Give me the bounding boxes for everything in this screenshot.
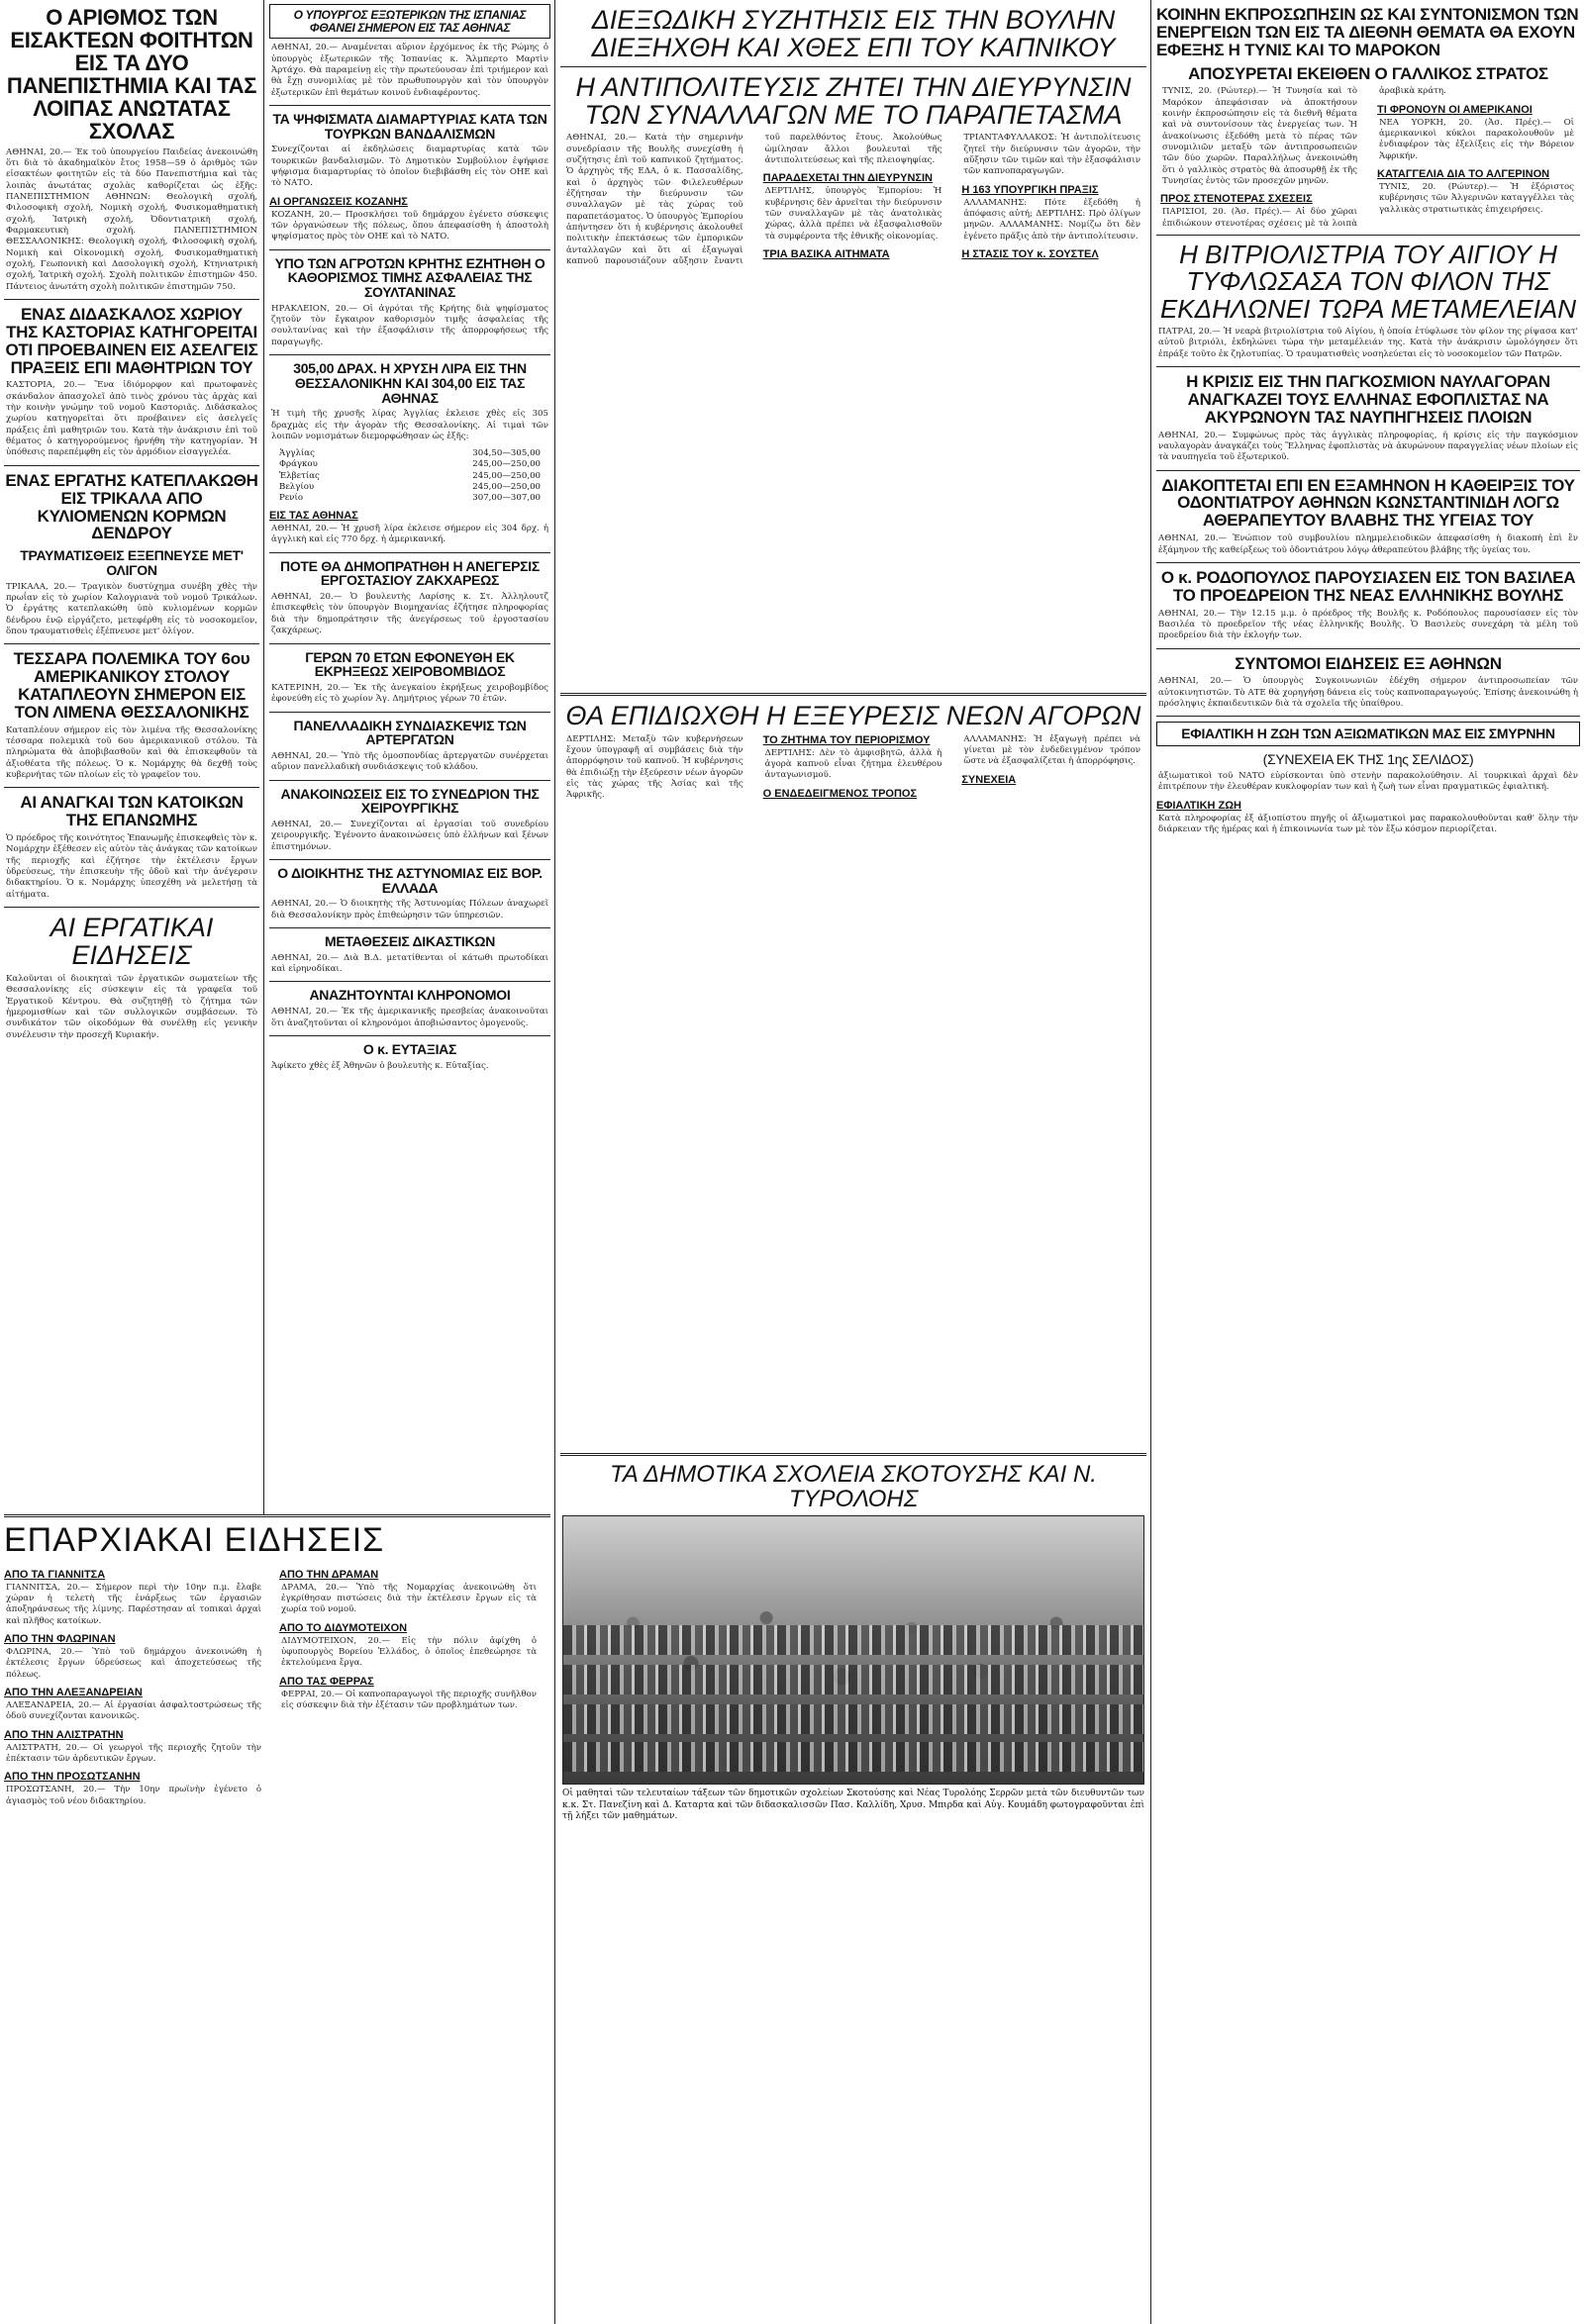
separator (4, 299, 259, 300)
section-continuation: ΣΥΝΕΧΕΙΑ (961, 773, 1017, 786)
article-dentist: ΑΘΗΝΑΙ, 20.— Ἐνώπιον τοῦ συμβουλίου πλημμελειοδικῶν ἀπεφασίσθη ἡ διακοπὴ ἐπὶ ἓν ἑξάμηνον τῆς καθείρξεως τοῦ ὀδοντιάτρου λόγῳ ἀθεραπεύτου βλάβης τῆς ὑγείας του. (1158, 533, 1578, 555)
separator (1156, 235, 1580, 236)
price-row: Ἀγγλίας 304,50—305,00 (279, 448, 541, 459)
headline-schools-photo: ΤΑ ΔΗΜΟΤΙΚΑ ΣΧΟΛΕΙΑ ΣΚΟΤΟΥΣΗΣ ΚΑΙ Ν. ΤΥΡΟΛΟΗΣ (610, 1460, 1097, 1512)
section-kozani: ΑΙ ΟΡΓΑΝΩΣΕΙΣ ΚΟΖΑΝΗΣ (269, 195, 408, 208)
article-florina: ΦΛΩΡΙΝΑ, 20.— Ὑπὸ τοῦ δημάρχου ἀνεκοινώθη ἡ ἐκτέλεσις ἔργων ὑδρεύσεως καὶ ἀποχετεύσεως τῆς πόλεως. (6, 1647, 261, 1680)
article-surgery: ΑΘΗΝΑΙ, 20.— Συνεχίζονται αἱ ἐργασίαι τοῦ συνεδρίου χειρουργικῆς. Ἐγένοντο ἀνακοινώσεις ὑπὸ ἐλλήνων καὶ ξένων ἐπιστημόνων. (271, 820, 548, 852)
headline-labor: ΑΙ ΕΡΓΑΤΙΚΑΙ ΕΙΔΗΣΕΙΣ (50, 913, 214, 971)
separator (4, 465, 259, 466)
price-row: Βελγίου 245,00—250,00 (279, 481, 541, 492)
school-group-photo (562, 1515, 1144, 1785)
section-athens-gold: ΕΙΣ ΤΑΣ ΑΘΗΝΑΣ (269, 510, 358, 523)
separator (269, 643, 550, 644)
article-eftaxias: Ἀφίκετο χθὲς ἐξ Ἀθηνῶν ὁ βουλευτὴς κ. Εὐταξίας. (271, 1060, 489, 1071)
separator (4, 907, 259, 908)
section-drama: ΑΠΟ ΤΗΝ ΔΡΑΜΑΝ (279, 1568, 379, 1581)
separator (4, 787, 259, 788)
separator (1156, 366, 1580, 367)
section-limitation: ΤΟ ΖΗΤΗΜΑ ΤΟΥ ΠΕΡΙΟΡΙΣΜΟΥ (762, 733, 931, 746)
headline-crete: ΥΠΟ ΤΩΝ ΑΓΡΟΤΩΝ ΚΡΗΤΗΣ ΕΖΗΤΗΘΗ Ο ΚΑΘΟΡΙΣΜΟΣ ΤΙΜΗΣ ΑΣΦΑΛΕΙΑΣ ΤΗΣ ΣΟΥΛΤΑΝΙΝΑΣ (274, 254, 545, 301)
article-markets-columns (560, 734, 1146, 1447)
article-nightmare: Κατὰ πληροφορίας ἐξ ἀξιοπίστου πηγῆς οἱ ἀξιωματικοὶ μας παρακολουθοῦνται καθ' ὅλην τὴν διάρκειαν τῆς ἡμέρας καὶ ἡ ἐπικοινωνία των μὲ τὸν ἔξω κόσμον περιορίζεται. (1158, 813, 1578, 834)
column-rule (554, 0, 555, 2324)
headline-worker: ΕΝΑΣ ΕΡΓΑΤΗΣ ΚΑΤΕΠΛΑΚΩΘΗ ΕΙΣ ΤΡΙΚΑΛΑ ΑΠΟ ΚΥΛΙΟΜΕΝΩΝ ΚΟΡΜΩΝ ΔΕΝΔΡΟΥ (5, 470, 258, 543)
section-alistrati: ΑΠΟ ΤΗΝ ΑΛΙΣΤΡΑΤΗΝ (4, 1728, 124, 1741)
headline-bakers: ΠΑΝΕΛΛΑΔΙΚΗ ΣΥΝΔΙΑΣΚΕΨΙΣ ΤΩΝ ΑΡΤΕΡΓΑΤΩΝ (293, 717, 527, 748)
headline-fleet: ΤΕΣΣΑΡΑ ΠΟΛΕΜΙΚΑ ΤΟΥ 6ου ΑΜΕΡΙΚΑΝΙΚΟΥ ΣΤΟΛΟΥ ΚΑΤΑΠΛΕΟΥΝ ΣΗΜΕΡΟΝ ΕΙΣ ΤΟΝ ΛΙΜΕΝΑ ΘΕΣΣΑΛΟΝΙΚΗΣ (13, 649, 250, 722)
section-alexandreia: ΑΠΟ ΤΗΝ ΑΛΕΞΑΝΔΡΕΙΑΝ (4, 1687, 143, 1699)
headline-shipping: Η ΚΡΙΣΙΣ ΕΙΣ ΤΗΝ ΠΑΓΚΟΣΜΙΟΝ ΝΑΥΛΑΓΟΡΑΝ ΑΝΑΓΚΑΖΕΙ ΤΟΥΣ ΕΛΛΗΝΑΣ ΕΦΟΠΛΙΣΤΑΣ ΝΑ ΑΚΥΡΩΝΟΥΝ ΤΑΣ ΝΑΥΠΗΓΗΣΕΙΣ ΠΛΟΙΩΝ (1186, 372, 1550, 427)
article-crete: ΗΡΑΚΛΕΙΟΝ, 20.— Οἱ ἀγρόται τῆς Κρήτης διὰ ψηφίσματος ζητοῦν τὸν ἔγκαιρον καθορισμὸν τιμῆς ἀσφαλείας τῆς σουλτανίνας καὶ τὴν ἐξασφάλισιν τῆς ἀπορροφήσεως τῆς παραγωγῆς. (271, 303, 548, 347)
section-feres: ΑΠΟ ΤΑΣ ΦΕΡΡΑΣ (279, 1675, 374, 1688)
section-163: Η 163 ΥΠΟΥΡΓΙΚΗ ΠΡΑΞΙΣ (961, 183, 1099, 196)
article-grenade: ΚΑΤΕΡΙΝΗ, 20.— Ἐκ τῆς ἀνεγκαίου ἐκρήξεως χειροβομβίδος ἐφονεύθη εἰς τὸ χωρίον Ἁγ. Δημήτριος γέρων 70 ἐτῶν. (271, 682, 548, 705)
column-rule (1150, 0, 1151, 2324)
section-relations: ΠΡΟΣ ΣΤΕΝΟΤΕΡΑΣ ΣΧΕΣΕΙΣ (1160, 193, 1313, 206)
section-didymoteicho: ΑΠΟ ΤΟ ΔΙΔΥΜΟΤΕΙΧΟΝ (279, 1621, 408, 1634)
article-gold: Ἡ τιμὴ τῆς χρυσῆς λίρας Ἀγγλίας ἐκλεισε χθὲς εἰς 305 δραχμὰς εἰς τὴν ἀγορὰν τῆς Θεσσαλονίκης. Αἱ τιμαὶ τῶν λοιπῶν νομισμάτων διεμορφώθησαν ὡς ἑξῆς: (271, 409, 548, 441)
separator (4, 643, 259, 644)
article-tunisia-columns (1156, 86, 1580, 230)
article-shipping: ΑΘΗΝΑΙ, 20.— Συμφώνως πρὸς τὰς ἀγγλικὰς πληροφορίας, ἡ κρίσις εἰς τὴν παγκόσμιον ναυλαγορὰν ἀναγκάζει τοὺς Ἕλληνας ἐφοπλιστὰς νὰ ἀκυρώνουν παραγγελίας νέων πλοίων εἰς τὰ ναυπηγεῖα τοῦ ἐξωτερικοῦ. (1158, 430, 1578, 463)
article-parliament-columns (560, 133, 1146, 687)
photo-crowd (563, 1742, 1143, 1772)
headline-gold: 305,00 ΔΡΑΧ. Η ΧΡΥΣΗ ΛΙΡΑ ΕΙΣ ΤΗΝ ΘΕΣΣΑΛΟΝΙΚΗΝ ΚΑΙ 304,00 ΕΙΣ ΤΑΣ ΑΘΗΝΑΣ (293, 360, 527, 406)
photo-caption: Οἱ μαθηταὶ τῶν τελευταίων τάξεων τῶν δημοτικῶν σχολείων Σκοτούσης καὶ Νέας Τυρολόης Σερρῶν μετὰ τῶν διευθυντῶν των κ.κ. Στ. Πανεζίνη καὶ Δ. Καταρτα καὶ τῶν διδασκαλισσῶν Πασ. Καλλίδη, Χρυσ. Μπιρδα καὶ Αὐγ. Κουμάδη φωτογραφοῦνται ἐπὶ τῇ λήξει τῶν μαθημάτων. (562, 1789, 1144, 1822)
headline-resolutions: ΤΑ ΨΗΦΙΣΜΑΤΑ ΔΙΑΜΑΡΤΥΡΙΑΣ ΚΑΤΑ ΤΩΝ ΤΟΥΡΚΩΝ ΒΑΝΔΑΛΙΣΜΩΝ (272, 110, 547, 142)
headline-eftaxias: Ο κ. ΕΥΤΑΞΙΑΣ (362, 1040, 457, 1057)
headline-heirs: ΑΝΑΖΗΤΟΥΝΤΑΙ ΚΛΗΡΟΝΟΜΟΙ (309, 987, 511, 1004)
article-limitation: ΔΕΡΤΙΛΗΣ: Δὲν τὸ ἀμφισβητῶ, ἀλλὰ ἡ ἀγορὰ καπνοῦ εἶναι ζήτημα ἐλευθέρου ἀνταγωνισμοῦ. (764, 747, 942, 781)
separator (1156, 470, 1580, 471)
article-athens-gold: ΑΘΗΝΑΙ, 20.— Ἡ χρυσῆ λίρα ἐκλεισε σήμερον εἰς 304 δρχ. ἡ ἀγγλικὴ καὶ εἰς 770 δρχ. ἡ ἀμερικανική. (271, 524, 548, 545)
section-soustel: Η ΣΤΑΣΙΣ ΤΟΥ κ. ΣΟΥΣΤΕΛ (961, 248, 1099, 261)
provincial-col-b (275, 1563, 543, 1813)
headline-rodopoulos: Ο κ. ΡΟΔΟΠΟΥΛΟΣ ΠΑΡΟΥΣΙΑΣΕΝ ΕΙΣ ΤΟΝ ΒΑΣΙΛΕΑ ΤΟ ΠΡΟΕΔΡΕΙΟΝ ΤΗΣ ΝΕΑΣ ΕΛΛΗΝΙΚΗΣ ΒΟΥΛΗΣ (1160, 567, 1576, 605)
headline-tunisia: ΚΟΙΝΗΝ ΕΚΠΡΟΣΩΠΗΣΙΝ ΩΣ ΚΑΙ ΣΥΝΤΟΝΙΣΜΟΝ ΤΩΝ ΕΝΕΡΓΕΙΩΝ ΤΩΝ ΕΙΣ ΤΑ ΔΙΕΘΝΗ ΘΕΜΑΤΑ ΘΑ ΕΧΟΥΝ ΕΦΕΞΗΣ Η ΤΥΝΙΣ ΚΑΙ ΤΟ ΜΑΡΟΚΟΝ (1156, 5, 1579, 59)
separator (269, 859, 550, 860)
subhead-tunisia: ΑΠΟΣΥΡΕΤΑΙ ΕΚΕΙΘΕΝ Ο ΓΑΛΛΙΚΟΣ ΣΤΡΑΤΟΣ (1188, 63, 1548, 83)
headline-vitriol: Η ΒΙΤΡΙΟΛΙΣΤΡΙΑ ΤΟΥ ΑΙΓΙΟΥ Η ΤΥΦΛΩΣΑΣΑ ΤΟΝ ΦΙΛΟΝ ΤΗΣ ΕΚΔΗΛΩΝΕΙ ΤΩΡΑ ΜΕΤΑΜΕΛΕΙΑΝ (1159, 240, 1577, 324)
section-accepts: ΠΑΡΑΔΕΧΕΤΑΙ ΤΗΝ ΔΙΕΥΡΥΝΣΙΝ (762, 172, 933, 185)
article-alexandreia: ΑΛΕΞΑΝΔΡΕΙΑ, 20.— Αἱ ἐργασίαι ἀσφαλτοστρώσεως τῆς ὁδοῦ συνεχίζονται κανονικῶς. (6, 1700, 261, 1722)
section-method: Ο ΕΝΔΕΔΕΙΓΜΕΝΟΣ ΤΡΟΠΟΣ (762, 787, 918, 800)
headline-surgery: ΑΝΑΚΟΙΝΩΣΕΙΣ ΕΙΣ ΤΟ ΣΥΝΕΔΡΙΟΝ ΤΗΣ ΧΕΙΡΟΥΡΓΙΚΗΣ (280, 785, 540, 817)
separator (1156, 716, 1580, 717)
article-sugar: ΑΘΗΝΑΙ, 20.— Ὁ βουλευτὴς Λαρίσης κ. Στ. Ἀλληλουτζ ἐπισκεφθεὶς τὸν ὑπουργὸν Βιομηχανίας ἐζήτησε πληροφορίας διὰ τὴν δημοπράτησιν τῆς ἀνεγέρσεως τοῦ ἐργοστασίου ζακχάρεως. (271, 592, 548, 636)
headline-parliament: ΔΙΕΞΩΔΙΚΗ ΣΥΖΗΤΗΣΙΣ ΕΙΣ ΤΗΝ ΒΟΥΛΗΝ ΔΙΕΞΗΧΘΗ ΚΑΙ ΧΘΕΣ ΕΠΙ ΤΟΥ ΚΑΠΝΙΚΟΥ (560, 6, 1146, 67)
headline-students: Ο ΑΡΙΘΜΟΣ ΤΩΝ ΕΙΣΑΚΤΕΩΝ ΦΟΙΤΗΤΩΝ ΕΙΣ ΤΑ ΔΥΟ ΠΑΝΕΠΙΣΤΗΜΙΑ ΚΑΙ ΤΑΣ ΛΟΙΠΑΣ ΑΝΩΤΑΤΑΣ ΣΧΟΛΑΣ (6, 5, 257, 145)
headline-new-markets: ΘΑ ΕΠΙΔΙΩΧΘΗ Η ΕΞΕΥΡΕΣΙΣ ΝΕΩΝ ΑΓΟΡΩΝ (565, 701, 1141, 731)
headline-dentist: ΔΙΑΚΟΠΤΕΤΑΙ ΕΠΙ ΕΝ ΕΞΑΜΗΝΟΝ Η ΚΑΘΕΙΡΞΙΣ ΤΟΥ ΟΔΟΝΤΙΑΤΡΟΥ ΑΘΗΝΩΝ ΚΩΝΣΤΑΝΤΙΝΙΔΗ ΛΟΓΩ ΑΘΕΡΑΠΕΥΤΟΥ ΒΛΑΒΗΣ ΤΗΣ ΥΓΕΙΑΣ ΤΟΥ (1161, 475, 1575, 531)
section-prosotsani: ΑΠΟ ΤΗΝ ΠΡΟΣΩΤΣΑΝΗΝ (4, 1771, 141, 1784)
article-method: ΑΛΛΑΜΑΝΗΣ: Ἡ ἐξαγωγὴ πρέπει νὰ γίνεται μὲ τὸν ἐνδεδειγμένον τρόπον ὥστε νὰ ἐξασφαλίζεται ἡ ἀπορρόφησις. (963, 733, 1140, 767)
separator (269, 981, 550, 982)
article-kozani: ΚΟΖΑΝΗ, 20.— Προσκλήσει τοῦ δημάρχου ἐγένετο σύσκεψις τῶν ὀργανώσεων τῆς πόλεως, ὅπου ἀπεφασίσθη ἡ ἀποστολὴ ψηφίσματος πρὸς τὸν ΟΗΕ καὶ τὸ ΝΑΤΟ. (271, 209, 548, 242)
article-fleet: Καταπλέουν σήμερον εἰς τὸν λιμένα τῆς Θεσσαλονίκης τέσσαρα πολεμικὰ τοῦ 6ου ἀμερικανικοῦ στόλου. Τὰ πληρώματα θὰ ἀποβιβασθοῦν καὶ θὰ ἐπισκεφθοῦν τὰ ἀξιοθέατα τῆς πόλεως. Ὁ κ. Νομάρχης θὰ δεχθῇ τοὺς κυβερνήτας τῶν πλοίων εἰς τὸ γραφεῖον του. (6, 725, 257, 781)
article-prosotsani: ΠΡΟΣΩΤΣΑΝΗ, 20.— Τὴν 10ην πρωϊνὴν ἐγένετο ὁ ἁγιασμὸς τοῦ νέου διδακτηρίου. (6, 1785, 261, 1806)
article-feres: ΦΕΡΡΑΙ, 20.— Οἱ καπνοπαραγωγοὶ τῆς περιοχῆς συνῆλθον εἰς σύσκεψιν διὰ τὴν ἐξέτασιν τῶν προβλημάτων των. (281, 1689, 537, 1711)
article-worker: ΤΡΙΚΑΛΑ, 20.— Τραγικὸν δυστύχημα συνέβη χθὲς τὴν πρωΐαν εἰς τὸ χωρίον Καλογριανὰ τοῦ νομοῦ Τρικάλων. Ὁ ἐργάτης κατεπλακώθη ὑπὸ κυλιομένων κορμῶν δένδρου ἐνῷ εἰργάζετο, μετεφέρθη εἰς τὸ νοσοκομεῖον, ὅπου τραυματισθεὶς ἐξέπνευσε μετ' ὀλίγον. (6, 581, 257, 636)
section-nightmare: ΕΦΙΑΛΤΙΚΗ ΖΩΗ (1156, 799, 1241, 812)
article-students: ΑΘΗΝΑΙ, 20.— Έκ τοῦ ὑπουργείου Παιδείας ἀνεκοινώθη ὅτι διὰ τὸ ἀκαδημαϊκὸν ἔτος 1958—59 ὁ ἀριθμὸς τῶν εἰσακτέων φοιτητῶν εἰς τὰ δύο Πανεπιστήμια καὶ τὰς λοιπὰς ἀνωτάτας σχολὰς καθορίζεται ὡς ἑξῆς: ΠΑΝΕΠΙΣΤΗΜΙΟΝ ΑΘΗΝΩΝ: Θεολογικὴ σχολή, Φιλοσοφικὴ σχολή, Νομικὴ σχολή, Φυσικομαθηματικὴ σχολή, Ἰατρικὴ σχολή, Ὀδοντιατρικὴ σχολή, Φαρμακευτικὴ σχολή. ΠΑΝΕΠΙΣΤΗΜΙΟΝ ΘΕΣΣΑΛΟΝΙΚΗΣ: Θεολογικὴ σχολή, Φιλοσοφικὴ σχολή, Νομικὴ καὶ Οἰκονομικὴ σχολή, Φυσικομαθηματικὴ σχολή, Γεωπονικὴ καὶ Δασολογικὴ σχολή, Κτηνιατρικὴ σχολή, Ἰατρικὴ σχολή. Σχολὴ πολιτικῶν ἐπιστημῶν 450. Πάντειος ἀνωτάτη σχολὴ πολιτικῶν ἐπιστημῶν 750. (6, 146, 257, 292)
article-giannitsa: ΓΙΑΝΝΙΤΣΑ, 20.— Σήμερον περὶ τὴν 10ην π.μ. ἔλαβε χώραν ἡ τελετὴ τῆς ἐνάρξεως τῶν ἐργασιῶν ἀποξηράνσεως τῆς λίμνης. Παρέστησαν αἱ τοπικαὶ ἀρχαὶ καὶ πλῆθος κατοίκων. (6, 1582, 261, 1626)
photo-crowd (563, 1665, 1143, 1695)
article-rodopoulos: ΑΘΗΝΑΙ, 20.— Τὴν 12.15 μ.μ. ὁ πρόεδρος τῆς Βουλῆς κ. Ροδόπουλος παρουσίασεν εἰς τὸν Βασιλέα τὸ προεδρεῖον τῆς νέας ἑλληνικῆς Βουλῆς. Ὁ Βασιλεὺς συνεχάρη τὰ μέλη τοῦ προεδρείου διὰ τὴν ἐκλογήν των. (1158, 608, 1578, 641)
headline-sugar: ΠΟΤΕ ΘΑ ΔΗΜΟΠΡΑΤΗΘΗ Η ΑΝΕΓΕΡΣΙΣ ΕΡΓΟΣΤΑΣΙΟΥ ΖΑΚΧΑΡΕΩΣ (280, 557, 540, 589)
article-algeria: ΤΥΝΙΣ, 20. (Ρώυτερ).— Ἡ ἐξόριστος κυβέρνησις τῶν Ἀλγερινῶν καταγγέλλει τὰς γαλλικὰς στρατιωτικὰς ἐπιχειρήσεις. (1379, 182, 1574, 215)
headline-short-news: ΣΥΝΤΟΜΟΙ ΕΙΔΗΣΕΙΣ ΕΞ ΑΘΗΝΩΝ (1235, 653, 1502, 673)
price-table (279, 448, 541, 504)
article-short-news: ΑΘΗΝΑΙ, 20.— Ὁ ὑπουργὸς Συγκοινωνιῶν ἐδέχθη σήμερον ἀντιπροσωπείαν τῶν αὐτοκινητιστῶν. Τὸ ΑΤΕ θὰ χορηγήσῃ δάνεια εἰς τοὺς καπνοπαραγωγούς. Ἐπίσης ἀνεκοινώθη ἡ πρόσληψις ἐκπαιδευτικῶν διὰ τὰ σχολεῖα τῆς ὑπαίθρου. (1158, 676, 1578, 710)
photo-crowd (563, 1625, 1143, 1655)
headline-spain: Ο ΥΠΟΥΡΓΟΣ ΕΞΩΤΕΡΙΚΩΝ ΤΗΣ ΙΣΠΑΝΙΑΣ ΦΘΑΝΕΙ ΣΗΜΕΡΟΝ ΕΙΣ ΤΑΣ ΑΘΗΝΑΣ (269, 4, 550, 39)
price-row: Ρενίο 307,00—307,00 (279, 492, 541, 503)
article-spain: ΑΘΗΝΑΙ, 20.— Αναμένεται αὔριον ἐρχόμενος ἐκ τῆς Ρώμης ὁ ὑπουργὸς ἐξωτερικῶν τῆς Ἱσπανίας κ. Ἄλμπερτο Μαρτὶν Ἀρτάχο. Θὰ παραμείνῃ εἰς τὴν πρωτεύουσαν ἐπὶ τριήμερον καὶ θὰ ἔχῃ συνομιλίας μὲ τὸν πρωθυπουργὸν καὶ τὸν ὑπουργὸν ἐξωτερικῶν ἐπὶ θεμάτων κοινοῦ ἐνδιαφέροντος. (271, 43, 548, 98)
section-giannitsa: ΑΠΟ ΤΑ ΓΙΑΝΝΙΤΣΑ (4, 1568, 106, 1581)
article-teacher: ΚΑΣΤΟΡΙΑ, 20.— Ἕνα ἰδιόμορφον καὶ πρωτοφανὲς σκάνδαλον ἀπασχολεῖ ἀπὸ τινὸς χρόνου τὰς ἀρχὰς καὶ τὴν κοινὴν γνώμην τοῦ νομοῦ Καστοριᾶς. Διδάσκαλος χωρίου κατηγορεῖται ὅτι προέβαινεν εἰς ἀσελγεῖς πράξεις ἐπὶ μαθητριῶν του. Κατὰ τὴν ἀνάκρισιν ἐπὶ τοῦ θέματος ὁ κατηγορούμενος ἠρνήθη τὴν κατηγορίαν. Ἡ ὑπόθεσις παρεπέμφθη εἰς τὸν ἁρμόδιον εἰσαγγελέα. (6, 380, 257, 458)
separator (269, 1035, 550, 1036)
headline-provincial: ΕΠΑΡΧΙΑΚΑΙ ΕΙΔΗΣΕΙΣ (4, 1521, 385, 1559)
article-resolutions: Συνεχίζονται αἱ ἐκδηλώσεις διαμαρτυρίας κατὰ τῶν τουρκικῶν βανδαλισμῶν. Τὸ Δημοτικὸν Συμβούλιον ἐψήφισε ψήφισμα διαμαρτυρίας τὸ ὁποῖον διεβιβάσθη εἰς τὸν ΟΗΕ καὶ τὸ ΝΑΤΟ. (271, 145, 548, 189)
separator (269, 249, 550, 250)
provincial-columns (0, 1563, 554, 1813)
photo-crowd (563, 1704, 1143, 1734)
headline-grenade: ΓΕΡΩΝ 70 ΕΤΩΝ ΕΦΟΝΕΥΘΗ ΕΚ ΕΚΡΗΞΕΩΣ ΧΕΙΡΟΒΟΜΒΙΔΟΣ (305, 648, 515, 680)
price-row: Φράγκου 245,00—250,00 (279, 459, 541, 470)
right-column (1152, 0, 1584, 2324)
headline-teacher: ΕΝΑΣ ΔΙΔΑΣΚΑΛΟΣ ΧΩΡΙΟΥ ΤΗΣ ΚΑΣΤΟΡΙΑΣ ΚΑΤΗΓΟΡΕΙΤΑΙ ΟΤΙ ΠΡΟΕΒΑΙΝΕΝ ΕΙΣ ΑΣΕΛΓΕΙΣ ΠΡΑΞΕΙΣ ΕΠΙ ΜΑΘΗΤΡΙΩΝ ΤΟΥ (5, 305, 258, 377)
separator (269, 552, 550, 553)
article-relations: ΠΑΡΙΣΙΟΙ, 20. (Ἀσ. Πρές).— Αἱ δύο χῶραι ἐπιδιώκουν στενοτέρας σχέσεις μὲ τὰ λοιπὰ ἀραβικὰ κράτη. (1162, 86, 1446, 229)
headline-police: Ο ΔΙΟΙΚΗΤΗΣ ΤΗΣ ΑΣΤΥΝΟΜΙΑΣ ΕΙΣ ΒΟΡ. ΕΛΛΑΔΑ (277, 865, 543, 896)
article-accepts: ΔΕΡΤΙΛΗΣ, ὑπουργὸς Ἐμπορίου: Ἡ κυβέρνησις δὲν ἀρνεῖται τὴν διεύρυνσιν τῶν συναλλαγῶν μὲ τὰς ἀνατολικὰς χώρας, ἀλλὰ πρέπει νὰ ἐξασφαλισθοῦν τὰ συμφέροντα τῆς ἐθνικῆς οἰκονομίας. (764, 186, 942, 242)
article-parliament: ΑΘΗΝΑΙ, 20.— Κατὰ τὴν σημερινὴν συνεδρίασιν τῆς Βουλῆς συνεχίσθη ἡ συζήτησις ἐπὶ τοῦ καπνικοῦ ζητήματος. Ὁ ἀρχηγὸς τῆς ΕΔΑ, ὁ κ. Πασσαλίδης, καὶ ὁ ἀρχηγὸς τῶν Φιλελευθέρων ἐζήτησαν τὴν διεύρυνσιν τῶν συναλλαγῶν μὲ τὰς χώρας τοῦ παραπετάσματος. Ὁ ὑπουργὸς Ἐμπορίου ἀπήντησεν ὅτι ἡ κυβέρνησις ἀκολουθεῖ πολιτικὴν ἐπεκτάσεως τῶν ἐμπορικῶν ἀνταλλαγῶν καὶ ὅτι αἱ ἐξαγωγαὶ καπνοῦ παρουσιάζουν αὔξησιν ἔναντι τοῦ παρελθόντος ἔτους. Ἀκολούθως ὡμίλησαν ἄλλοι βουλευταὶ τῆς ἀντιπολιτεύσεως καὶ τῆς πλειοψηφίας. (566, 133, 942, 267)
section-americans: ΤΙ ΦΡΟΝΟΥΝ ΟΙ ΑΜΕΡΙΚΑΝΟΙ (1377, 103, 1533, 116)
article-labor: Καλοῦνται οἱ διοικηταὶ τῶν ἐργατικῶν σωματείων τῆς Θεσσαλονίκης εἰς σύσκεψιν εἰς τὰ γραφεῖα τοῦ Ἐργατικοῦ Κέντρου. Θὰ συζητηθῇ τὸ ζήτημα τῶν ἡμερομισθίων καὶ τῶν συλλογικῶν συμβάσεων. Τὸ συνδικάτον τῶν οἰκοδόμων θὰ συνέλθῃ εἰς γενικὴν συνέλευσιν τὴν προσεχῆ Κυριακήν. (6, 973, 257, 1040)
headline-epanomi: ΑΙ ΑΝΑΓΚΑΙ ΤΩΝ ΚΑΤΟΙΚΩΝ ΤΗΣ ΕΠΑΝΩΜΗΣ (20, 793, 244, 830)
article-epanomi: Ὁ πρόεδρος τῆς κοινότητος Ἐπανωμῆς ἐπισκεφθεὶς τὸν κ. Νομάρχην ἐξέθεσεν εἰς αὐτὸν τὰς ἀνάγκας τῶν κατοίκων τῆς περιοχῆς καὶ ἐζήτησε τὴν ἐκτέλεσιν ἔργων ὑδρεύσεως, τὴν ἐπισκευὴν τῆς ὁδοῦ καὶ τὴν ἀνέγερσιν διδακτηρίου. Ὁ κ. Νομάρχης ὑπεσχέθη νὰ μελετήσῃ τὰ αἰτήματα. (6, 833, 258, 900)
separator (269, 354, 550, 355)
article-three-demands: ΤΡΙΑΝΤΑΦΥΛΛΑΚΟΣ: Ἡ ἀντιπολίτευσις ζητεῖ τὴν διεύρυνσιν τῶν ἀγορῶν, τὴν αὔξησιν τῶν τιμῶν καὶ τὴν ἐξασφάλισιν τῶν καπνοπαραγωγῶν. (963, 133, 1140, 177)
article-vitriol: ΠΑΤΡΑΙ, 20.— Ἡ νεαρὰ βιτριολίστρια τοῦ Αἰγίου, ἡ ὁποία ἐτύφλωσε τὸν φίλον της ρίψασα κατ' αὐτοῦ βιτριόλι, ἐκδηλώνει τώρα τὴν μεταμέλειάν της. Κατὰ τὴν ἀνάκρισιν ὡμολόγησεν ὅτι ἐπράξε τοῦτο ἐκ ζηλοτυπίας. Ὁ τραυματισθεὶς νοσηλεύεται εἰς τὸ νοσοκομεῖον τῶν Πατρῶν. (1158, 327, 1578, 359)
separator (269, 105, 550, 106)
headline-judges: ΜΕΤΑΘΕΣΕΙΣ ΔΙΚΑΣΤΙΚΩΝ (324, 933, 496, 950)
provincial-news (0, 1514, 554, 2324)
price-row: Ἑλβετίας 245,00—250,00 (279, 470, 541, 481)
subheadline-parliament: Η ΑΝΤΙΠΟΛΙΤΕΥΣΙΣ ΖΗΤΕΙ ΤΗΝ ΔΙΕΥΡΥΝΣΙΝ ΤΩΝ ΣΥΝΑΛΛΑΓΩΝ ΜΕ ΤΟ ΠΑΡΑΠΕΤΑΣΜΑ (575, 71, 1132, 131)
article-163: ΑΛΛΑΜΑΝΗΣ: Πότε ἐξεδόθη ἡ ἀπόφασις αὐτή; ΔΕΡΤΙΛΗΣ: Πρὸ ὀλίγων μηνῶν. ΑΛΛΑΜΑΝΗΣ: Νομίζω ὅτι δὲν ἐγένετο πρᾶξις ἀπὸ τὴν ἀντιπολίτευσιν. (963, 197, 1140, 242)
article-americans: ΝΕΑ ΥΟΡΚΗ, 20. (Ἀσ. Πρές).— Οἱ ἀμερικανικοὶ κύκλοι παρακολουθοῦν μὲ ἐνδιαφέρον τὰς ἐξελίξεις εἰς τὴν Βόρειον Ἀφρικήν. (1379, 117, 1574, 161)
article-police: ΑΘΗΝΑΙ, 20.— Ὁ διοικητὴς τῆς Ἀστυνομίας Πόλεων ἀναχωρεῖ διὰ Θεσσαλονίκην πρὸς ἐπιθεώρησιν τῶν ὑπηρεσιῶν. (271, 899, 548, 920)
separator (269, 712, 550, 713)
subhead-worker: ΤΡΑΥΜΑΤΙΣΘΕΙΣ ΕΞΕΠΝΕΥΣΕ ΜΕΤ' ΟΛΙΓΟΝ (20, 547, 244, 578)
article-drama: ΔΡΑΜΑ, 20.— Ὑπὸ τῆς Νομαρχίας ἀνεκοινώθη ὅτι ἐγκρίθησαν πιστώσεις διὰ τὴν ἐκτέλεσιν ἔργων εἰς τὰ χωρία τοῦ νομοῦ. (281, 1582, 537, 1615)
separator (1156, 648, 1580, 649)
separator (1156, 562, 1580, 563)
subhead-smyrna: (ΣΥΝΕΧΕΙΑ ΕΚ ΤΗΣ 1ης ΣΕΛΙΔΟΣ) (1262, 751, 1474, 768)
article-heirs: ΑΘΗΝΑΙ, 20.— Ἐκ τῆς ἀμερικανικῆς πρεσβείας ἀνακοινοῦται ὅτι ἀναζητοῦνται οἱ κληρονόμοι ἀποβιώσαντος ὁμογενοῦς. (271, 1007, 548, 1028)
article-judges: ΑΘΗΝΑΙ, 20.— Διὰ Β.Δ. μετατίθενται οἱ κάτωθι πρωτοδίκαι καὶ εἰρηνοδίκαι. (271, 952, 548, 975)
column-rule (263, 0, 264, 1514)
article-didymoteicho: ΔΙΔΥΜΟΤΕΙΧΟΝ, 20.— Εἰς τὴν πόλιν ἀφίχθη ὁ ὑφυπουργὸς Βορείου Ἑλλάδος, ὁ ὁποῖος ἐπεθεώρησε τὰ ἐκτελούμενα ἔργα. (281, 1635, 537, 1669)
separator (4, 1514, 550, 1517)
separator (269, 780, 550, 781)
section-algeria: ΚΑΤΑΓΓΕΛΙΑ ΔΙΑ ΤΟ ΑΛΓΕΡΙΝΟΝ (1377, 168, 1550, 181)
section-florina: ΑΠΟ ΤΗΝ ΦΛΩΡΙΝΑΝ (4, 1633, 116, 1646)
center-column (556, 0, 1150, 2324)
article-tunisia: ΤΥΝΙΣ, 20. (Ρώυτερ).— Ἡ Τυνησία καὶ τὸ Μαρόκον ἀπεφάσισαν νὰ ἀποκτήσουν κοινὴν ἐκπροσώπησιν εἰς τὰ διεθνῆ θέματα καὶ νὰ συντονίσουν τὰς ἐνεργείας των. Ἡ ἀνακοίνωσις ἐξεδόθη μετὰ τὸ πέρας τῶν συνομιλιῶν μεταξὺ τῶν ἀντιπροσωπειῶν τῶν δύο χωρῶν. Παραλλήλως ἀνεκοινώθη ὅτι ὁ γαλλικὸς στρατὸς θὰ ἀποσυρθῇ ἐκ τῆς Τυνησίας ἐντὸς τῶν προσεχῶν μηνῶν. (1162, 86, 1357, 187)
article-smyrna: ἀξιωματικοὶ τοῦ ΝΑΤΟ εὑρίσκονται ὑπὸ στενὴν παρακολούθησιν. Αἱ τουρκικαὶ ἀρχαὶ δὲν ἐπιτρέπουν τὴν ἐλευθέραν κυκλοφορίαν των καὶ ἡ ζωὴ των εἶναι πραγματικῶς ἐφιαλτική. (1158, 770, 1578, 793)
provincial-col-a (0, 1563, 267, 1813)
separator (560, 693, 1146, 696)
article-bakers: ΑΘΗΝΑΙ, 20.— Ὑπὸ τῆς ὁμοσπονδίας ἀρτεργατῶν συνέρχεται αὔριον πανελλαδικὴ συνδιάσκεψις τοῦ κλάδου. (271, 750, 548, 773)
article-new-markets: ΔΕΡΤΙΛΗΣ: Μεταξὺ τῶν κυβερνήσεων ἔχουν ὑπογραφῆ αἱ συμβάσεις διὰ τὴν ἀπορρόφησιν τοῦ καπνοῦ. Ἡ κυβέρνησις θὰ ἐπιδιώξῃ τὴν ἐξεύρεσιν νέων ἀγορῶν εἰς τὰς χώρας τῆς Ἀσίας καὶ τῆς Ἀφρικῆς. (566, 733, 743, 801)
headline-smyrna: ΕΦΙΑΛΤΙΚΗ Η ΖΩΗ ΤΩΝ ΑΞΙΩΜΑΤΙΚΩΝ ΜΑΣ ΕΙΣ ΣΜΥΡΝΗΝ (1156, 722, 1580, 746)
article-alistrati: ΑΛΙΣΤΡΑΤΗ, 20.— Οἱ γεωργοὶ τῆς περιοχῆς ζητοῦν τὴν ἐπέκτασιν τῶν ἀρδευτικῶν ἔργων. (6, 1742, 261, 1765)
separator (560, 1453, 1146, 1456)
section-three-demands: ΤΡΙΑ ΒΑΣΙΚΑ ΑΙΤΗΜΑΤΑ (762, 248, 890, 261)
separator (269, 927, 550, 928)
